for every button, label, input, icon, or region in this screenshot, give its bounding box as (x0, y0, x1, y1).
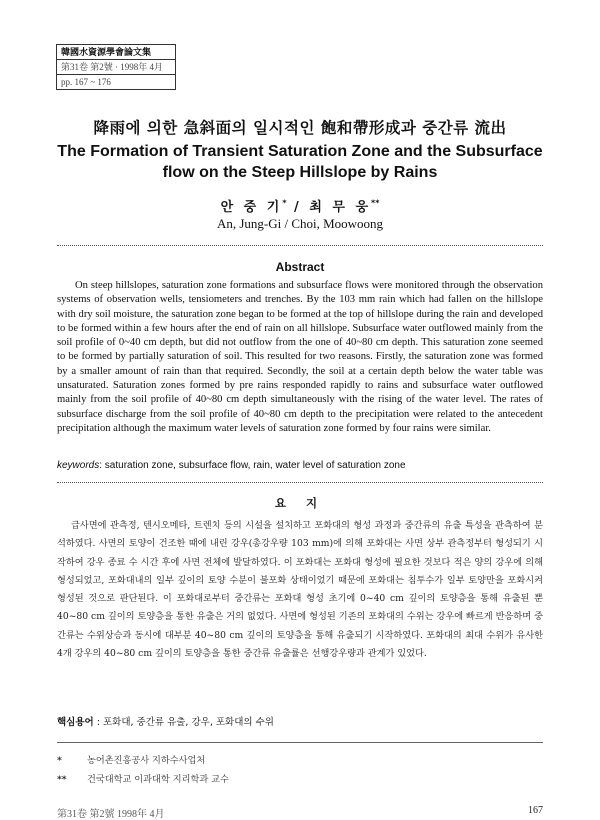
page-footer (57, 805, 543, 820)
footnote-2-text: 건국대학교 이과대학 지리학과 교수 (87, 774, 229, 785)
abstract-text: On steep hillslopes, saturation zone formations and subsurface flows were monitored through the observation systems of observation wells, tensiometers and trenches. By the 103 mm rain which had fallen on the hillslope with dry soil moisture, the saturation zone began to be formed at the top of hillslope during the rain and developed to be formed within a few hours after the end of rain on all hillslope. Subsurface water outflowed mainly from the soil profile of 0~40 cm depth, but did not outflow from the one of 40~80 cm depth. This saturation zone seemed to be formed by partially saturation of soil. This resulted for two reasons. Firstly, the saturation zone was formed by a smaller amount of rain than that required. Secondly, the soil at a certain depth below the water table was unsaturated. Saturation zones formed by pre rains responded rapidly to rains and subsurface water outflowed mainly from the soil profile of 40~80 cm depth simultaneously with the rising of the water level. The rates of subsurface discharge from the soil profile of 40~80 cm depth to the precipitation were related to the antecedent precipitation although the maximum water levels of saturation zone formed by four rains were similar. (57, 280, 543, 434)
journal-info-box (56, 44, 176, 90)
journal-name: 韓國水資源學會論文集 (61, 47, 152, 57)
keywords-list: : saturation zone, subsurface flow, rain, water level of saturation zone (99, 460, 406, 471)
author1-name-ko: 안 중 기 (220, 200, 283, 215)
author-separator: / (286, 200, 310, 215)
abstract-heading: Abstract (275, 260, 325, 274)
keywords-label: keywords (57, 460, 100, 471)
footnote-2 (57, 771, 229, 785)
page-number: 167 (528, 805, 543, 816)
authors-korean (0, 196, 600, 215)
author2-name-ko: 최 무 웅 (309, 200, 372, 215)
korean-abstract-heading: 요 지 (274, 496, 326, 510)
authors-english: An, Jung-Gi / Choi, Moowoong (216, 216, 384, 231)
korean-abstract-text: 급사면에 관측정, 텐시오메타, 트렌치 등의 시설을 설치하고 포화대의 형성 과정과 중간류의 유출 특성을 관측하여 분석하였다. 사면의 토양이 건조한 때에 내린 강우(총강우량 103 mm)에 의해 포화대는 사면 상부 관측정부터 형성되기 시작하여 강우 종료 수 시간 후에 사면 전체에 발달하였다. 이 포화대는 포화대 형성에 필요한 것보다 적은 양의 강우에 의해 형성되었고, 포화대내의 일부 깊이의 토양 수분이 불포화 상태이었기 때문에 포화대는 침투수가 일부 토양만을 포화시켜 형성된 것으로 판단된다. 이 포화대로부터 중간류는 포화대 형성 초기에 0~40 cm 깊이의 토양층을 통해 유출된 뿐 40~80 cm 깊이의 토양층을 통한 유출은 거의 없었다. 사면에 형성된 기존의 포화대의 수위는 강우에 빠르게 반응하며 중간류는 수위상승과 동시에 대부분 40~80 cm 깊이의 토양층을 통해 유출되기 시작하였다. 포화대의 최대 수위가 유사한 4개 강우의 40~80 cm 깊이의 토양층을 통한 중간류 유출률은 선행강우량과 관계가 있었다. (57, 520, 543, 660)
abstract-keywords (57, 460, 543, 471)
title-korean: 降雨에 의한 急斜面의 일시적인 飽和帶形成과 중간류 流出 (93, 119, 507, 137)
journal-pages: pp. 167 ~ 176 (57, 74, 175, 89)
footnote-1-mark: * (57, 755, 62, 766)
korean-keywords-list: : 포화대, 중간류 유출, 강우, 포화대의 수위 (93, 717, 274, 728)
journal-volume: 第31卷 第2號 · 1998年 4月 (57, 59, 175, 74)
korean-keywords-label: 핵심용어 (57, 717, 94, 728)
footnote-1-text: 농어촌진흥공사 지하수사업처 (87, 755, 206, 766)
footer-journal-info: 第31卷 第2號 1998年 4月 (57, 809, 165, 820)
footnote-rule (57, 742, 543, 743)
author1-mark: * (282, 198, 287, 208)
footnote-2-mark: ** (57, 774, 67, 785)
title-english: The Formation of Transient Saturation Zone and the Subsurface flow on the Steep Hillslope by Rains (57, 143, 543, 181)
korean-keywords (57, 714, 543, 728)
footnote-1 (57, 752, 205, 766)
divider-top (57, 245, 543, 246)
divider-middle (57, 482, 543, 483)
author2-mark: ** (371, 198, 380, 208)
